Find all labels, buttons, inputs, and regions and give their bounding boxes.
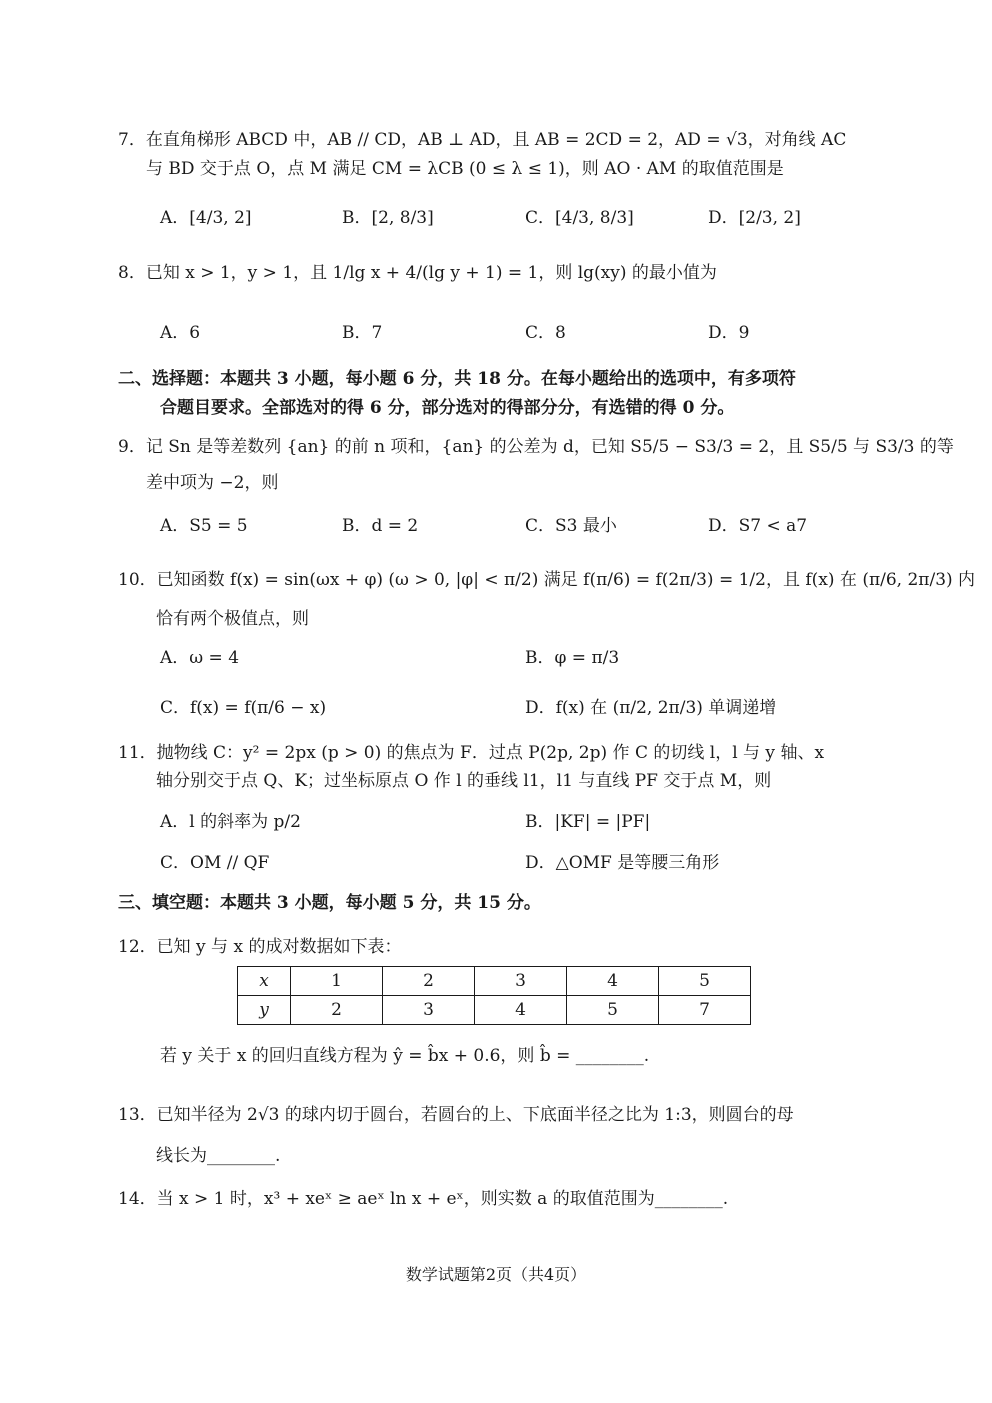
q10-option-d: D．f(x) 在 (π/2, 2π/3) 单调递增 (525, 698, 777, 718)
q7-line1: 7．在直角梯形 ABCD 中，AB // CD，AB ⊥ AD，且 AB = 2CD = 2，AD = √3，对角线 AC (118, 130, 847, 150)
q7-option-b: B．[2, 8/3] (342, 208, 434, 228)
q9-line1: 9．记 Sn 是等差数列 {an} 的前 n 项和，{an} 的公差为 d，已知 S5/5 − S3/3 = 2，且 S5/5 与 S3/3 的等 (118, 437, 954, 457)
q11-line2: 轴分别交于点 Q、K；过坐标原点 O 作 l 的垂线 l1，l1 与直线 PF 交于点 M，则 (156, 771, 772, 791)
q10-option-a: A．ω = 4 (160, 648, 240, 668)
q11-option-b: B．|KF| = |PF| (525, 812, 651, 832)
section3-heading: 三、填空题：本题共 3 小题，每小题 5 分，共 15 分。 (118, 893, 541, 913)
q7-option-c: C．[4/3, 8/3] (525, 208, 634, 228)
q9-option-a: A．S5 = 5 (160, 516, 248, 536)
q11-option-c: C．OM // QF (160, 853, 270, 873)
table-row-x (238, 967, 751, 996)
q12-line1: 12．已知 y 与 x 的成对数据如下表： (118, 937, 402, 957)
section2-heading-line1: 二、选择题：本题共 3 小题，每小题 6 分，共 18 分。在每小题给出的选项中，有多项符 (118, 369, 796, 389)
table-cell: 3 (383, 996, 475, 1025)
q14-line1: 14．当 x > 1 时，x³ + xeˣ ≥ aeˣ ln x + eˣ，则实数 a 的取值范围为________. (118, 1189, 729, 1209)
q11-option-d: D．△OMF 是等腰三角形 (525, 853, 720, 873)
q8-line1: 8．已知 x > 1，y > 1，且 1/lg x + 4/(lg y + 1) = 1，则 lg(xy) 的最小值为 (118, 263, 717, 283)
table-cell: 3 (475, 967, 567, 996)
q8-option-a: A．6 (160, 323, 201, 343)
q10-option-c: C．f(x) = f(π/6 − x) (160, 698, 327, 718)
table-cell: 5 (659, 967, 751, 996)
q7-line2: 与 BD 交于点 O，点 M 满足 CM = λCB (0 ≤ λ ≤ 1)，则 AO · AM 的取值范围是 (146, 159, 784, 179)
table-cell: 4 (567, 967, 659, 996)
q13-line2: 线长为________. (156, 1146, 281, 1166)
table-cell: 4 (475, 996, 567, 1025)
section2-heading-line2: 合题目要求。全部选对的得 6 分，部分选对的得部分分，有选错的得 0 分。 (160, 398, 735, 418)
q12-line2: 若 y 关于 x 的回归直线方程为 ŷ = b̂x + 0.6，则 b̂ = ________. (160, 1046, 650, 1066)
q9-option-d: D．S7 < a7 (708, 516, 808, 536)
table-cell: 1 (291, 967, 383, 996)
q10-line2: 恰有两个极值点，则 (156, 609, 309, 629)
table-row-label-x: x (238, 967, 291, 996)
table-cell: 5 (567, 996, 659, 1025)
q11-line1: 11．抛物线 C：y² = 2px (p > 0) 的焦点为 F．过点 P(2p, 2p) 作 C 的切线 l，l 与 y 轴、x (118, 743, 825, 763)
q10-option-b: B．φ = π/3 (525, 648, 620, 668)
table-row-label-y: y (238, 996, 291, 1025)
q13-line1: 13．已知半径为 2√3 的球内切于圆台，若圆台的上、下底面半径之比为 1:3，则圆台的母 (118, 1105, 794, 1125)
page-footer: 数学试题第2页（共4页） (405, 1265, 587, 1284)
q12-data-table (237, 966, 751, 1025)
q10-line1: 10．已知函数 f(x) = sin(ωx + φ) (ω > 0, |φ| < π/2) 满足 f(π/6) = f(2π/3) = 1/2，且 f(x) 在 (π/6, 2π/3) 内 (118, 570, 976, 590)
q11-option-a: A．l 的斜率为 p/2 (160, 812, 301, 832)
q7-option-d: D．[2/3, 2] (708, 208, 801, 228)
table-cell: 2 (383, 967, 475, 996)
table-row-y (238, 996, 751, 1025)
q8-option-b: B．7 (342, 323, 383, 343)
table-cell: 2 (291, 996, 383, 1025)
q8-option-d: D．9 (708, 323, 750, 343)
q9-option-c: C．S3 最小 (525, 516, 617, 536)
q9-line2: 差中项为 −2，则 (146, 473, 279, 493)
q9-option-b: B．d = 2 (342, 516, 419, 536)
q7-option-a: A．[4/3, 2] (160, 208, 252, 228)
table-cell: 7 (659, 996, 751, 1025)
q8-option-c: C．8 (525, 323, 566, 343)
